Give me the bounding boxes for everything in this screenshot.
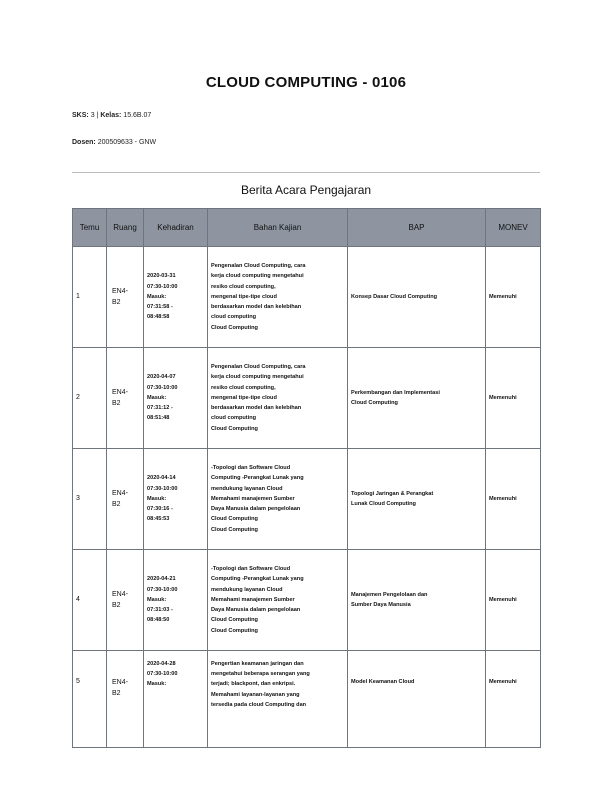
cell-line: Memahami manajemen Sumber xyxy=(211,596,295,603)
cell-line: berdasarkan model dan kelebihan xyxy=(211,304,302,311)
cell-bahan-kajian xyxy=(208,247,348,348)
cell-ruang xyxy=(107,550,144,651)
cell-monev: Memenuhi xyxy=(486,247,541,348)
table-row xyxy=(73,550,541,651)
cell-line: Masuk: xyxy=(147,681,167,688)
cell-ruang xyxy=(107,449,144,550)
cell-line: Memahami layanan-layanan yang xyxy=(211,691,300,698)
cell-line: B2 xyxy=(112,299,121,306)
table-row xyxy=(73,651,541,748)
horizontal-divider xyxy=(72,172,540,173)
cell-bap xyxy=(348,348,486,449)
cell-bahan-kajian xyxy=(208,348,348,449)
cell-ruang xyxy=(107,651,144,748)
kelas-value: 15.6B.07 xyxy=(123,112,152,119)
cell-line: B2 xyxy=(112,501,121,508)
cell-monev: Memenuhi xyxy=(486,348,541,449)
header-bahan-kajian: Bahan Kajian xyxy=(208,209,348,247)
cell-line: Cloud Computing xyxy=(351,400,398,406)
cell-ruang xyxy=(107,348,144,449)
header-kehadiran: Kehadiran xyxy=(144,209,208,247)
cell-line: resiko cloud computing, xyxy=(211,283,276,290)
cell-temu: 1 xyxy=(73,247,107,348)
cell-line: -Topologi dan Software Cloud xyxy=(211,465,291,472)
cell-kehadiran xyxy=(144,348,208,449)
separator: | xyxy=(96,112,99,119)
cell-line: mendukung layanan Cloud xyxy=(211,485,283,492)
cell-temu: 2 xyxy=(73,348,107,449)
cell-line: B2 xyxy=(112,602,121,609)
section-heading: Berita Acara Pengajaran xyxy=(240,183,372,197)
cell-line: 07:31:03 - xyxy=(147,607,173,614)
cell-line: Cloud Computing xyxy=(211,324,258,331)
cell-line: 08:48:58 xyxy=(147,314,170,321)
cell-line: 07:30-10:00 xyxy=(147,384,178,391)
cell-line: Masuk: xyxy=(147,394,167,401)
cell-bap xyxy=(348,449,486,550)
cell-kehadiran xyxy=(144,247,208,348)
cell-bap xyxy=(348,247,486,348)
cell-line: tersedia pada cloud Computing dan xyxy=(211,701,307,708)
cell-line: -Topologi dan Software Cloud xyxy=(211,566,291,573)
cell-line: Cloud Computing xyxy=(211,526,258,533)
cell-line: berdasarkan model dan kelebihan xyxy=(211,405,302,412)
course-info-line xyxy=(72,112,151,119)
cell-bahan-kajian xyxy=(208,651,348,748)
cell-line: mengenal tipe-tipe cloud xyxy=(211,293,277,300)
cell-line: Sumber Daya Manusia xyxy=(351,602,411,608)
cell-line: EN4- xyxy=(112,591,128,598)
cell-bap xyxy=(348,651,486,748)
cell-line: mengenal tipe-tipe cloud xyxy=(211,394,277,401)
cell-monev: Memenuhi xyxy=(486,449,541,550)
cell-line: 07:30-10:00 xyxy=(147,586,178,593)
table-row xyxy=(73,449,541,550)
cell-line: kerja cloud computing mengetahui xyxy=(211,374,304,381)
header-temu: Temu xyxy=(73,209,107,247)
cell-line: cloud computing xyxy=(211,314,257,321)
cell-line: Pengenalan Cloud Computing, cara xyxy=(211,364,306,371)
dosen-value: 200509633 - GNW xyxy=(97,139,157,146)
cell-line: 07:31:12 - xyxy=(147,405,173,412)
cell-temu: 3 xyxy=(73,449,107,550)
cell-line: 08:48:50 xyxy=(147,617,170,624)
cell-line: 07:30-10:00 xyxy=(147,485,178,492)
header-monev: MONEV xyxy=(486,209,541,247)
cell-line: EN4- xyxy=(112,288,128,295)
cell-line: Topologi Jaringan & Perangkat xyxy=(351,490,434,497)
cell-line: Perkembangan dan Implementasi xyxy=(351,389,440,396)
cell-line: cloud computing xyxy=(211,415,257,422)
cell-line: Pengenalan Cloud Computing, cara xyxy=(211,263,306,270)
cell-line: Masuk: xyxy=(147,293,167,300)
cell-monev: Memenuhi xyxy=(486,550,541,651)
cell-bahan-kajian xyxy=(208,449,348,550)
cell-line: Masuk: xyxy=(147,596,167,603)
kelas-label: Kelas: xyxy=(100,112,122,119)
cell-line: resiko cloud computing, xyxy=(211,384,276,391)
cell-kehadiran xyxy=(144,550,208,651)
cell-line: 07:30:16 - xyxy=(147,506,173,513)
cell-line: Cloud Computing xyxy=(211,516,258,523)
cell-line: 2020-04-07 xyxy=(147,374,176,381)
cell-line: B2 xyxy=(112,690,121,697)
cell-line: 07:31:58 - xyxy=(147,304,173,311)
cell-line: Daya Manusia dalam pengelolaan xyxy=(211,506,301,513)
cell-line: 08:51:48 xyxy=(147,415,170,422)
header-bap: BAP xyxy=(348,209,486,247)
cell-temu: 5 xyxy=(73,651,107,748)
cell-line: Cloud Computing xyxy=(211,627,258,634)
cell-line: Pengertian keamanan jaringan dan xyxy=(211,661,304,667)
table-row xyxy=(73,348,541,449)
header-ruang: Ruang xyxy=(107,209,144,247)
cell-line: kerja cloud computing mengetahui xyxy=(211,273,304,280)
cell-line: Daya Manusia dalam pengelolaan xyxy=(211,607,301,614)
cell-line: 2020-04-14 xyxy=(147,475,176,482)
cell-line: Masuk: xyxy=(147,495,167,502)
cell-line: EN4- xyxy=(112,389,128,396)
cell-line: 07:30-10:00 xyxy=(147,671,178,678)
cell-line: Cloud Computing xyxy=(211,425,258,432)
cell-line: terjadi; blackpont, dan enkripsi. xyxy=(211,681,296,688)
cell-line: 08:45:53 xyxy=(147,516,170,523)
cell-line: Lunak Cloud Computing xyxy=(351,501,416,507)
lecturer-info-line xyxy=(72,139,156,146)
cell-line: 07:30-10:00 xyxy=(147,283,178,290)
cell-monev: Memenuhi xyxy=(486,651,541,748)
cell-ruang xyxy=(107,247,144,348)
cell-line: Konsep Dasar Cloud Computing xyxy=(351,293,438,300)
sks-value: 3 xyxy=(90,112,95,119)
cell-kehadiran xyxy=(144,449,208,550)
cell-temu: 4 xyxy=(73,550,107,651)
dosen-label: Dosen: xyxy=(72,139,96,146)
cell-line: B2 xyxy=(112,400,121,407)
cell-line: EN4- xyxy=(112,679,128,686)
cell-line: Cloud Computing xyxy=(211,617,258,624)
cell-bap xyxy=(348,550,486,651)
cell-line: Manajemen Pengelolaan dan xyxy=(351,591,428,598)
cell-line: mendukung layanan Cloud xyxy=(211,586,283,593)
cell-line: EN4- xyxy=(112,490,128,497)
cell-line: Model Keamanan Cloud xyxy=(351,679,415,685)
table-row xyxy=(73,247,541,348)
sks-label: SKS: xyxy=(72,112,89,119)
cell-line: Computing -Perangkat Lunak yang xyxy=(211,475,304,482)
cell-line: mengetahui beberapa serangan yang xyxy=(211,671,310,678)
cell-line: Memahami manajemen Sumber xyxy=(211,495,295,502)
cell-line: 2020-03-31 xyxy=(147,273,176,280)
bap-table xyxy=(72,208,541,748)
cell-line: 2020-04-21 xyxy=(147,576,176,583)
cell-bahan-kajian xyxy=(208,550,348,651)
document-title: CLOUD COMPUTING - 0106 xyxy=(205,74,407,91)
table-header-row xyxy=(73,209,541,247)
cell-line: 2020-04-28 xyxy=(147,661,176,667)
cell-kehadiran xyxy=(144,651,208,748)
cell-line: Computing -Perangkat Lunak yang xyxy=(211,576,304,583)
